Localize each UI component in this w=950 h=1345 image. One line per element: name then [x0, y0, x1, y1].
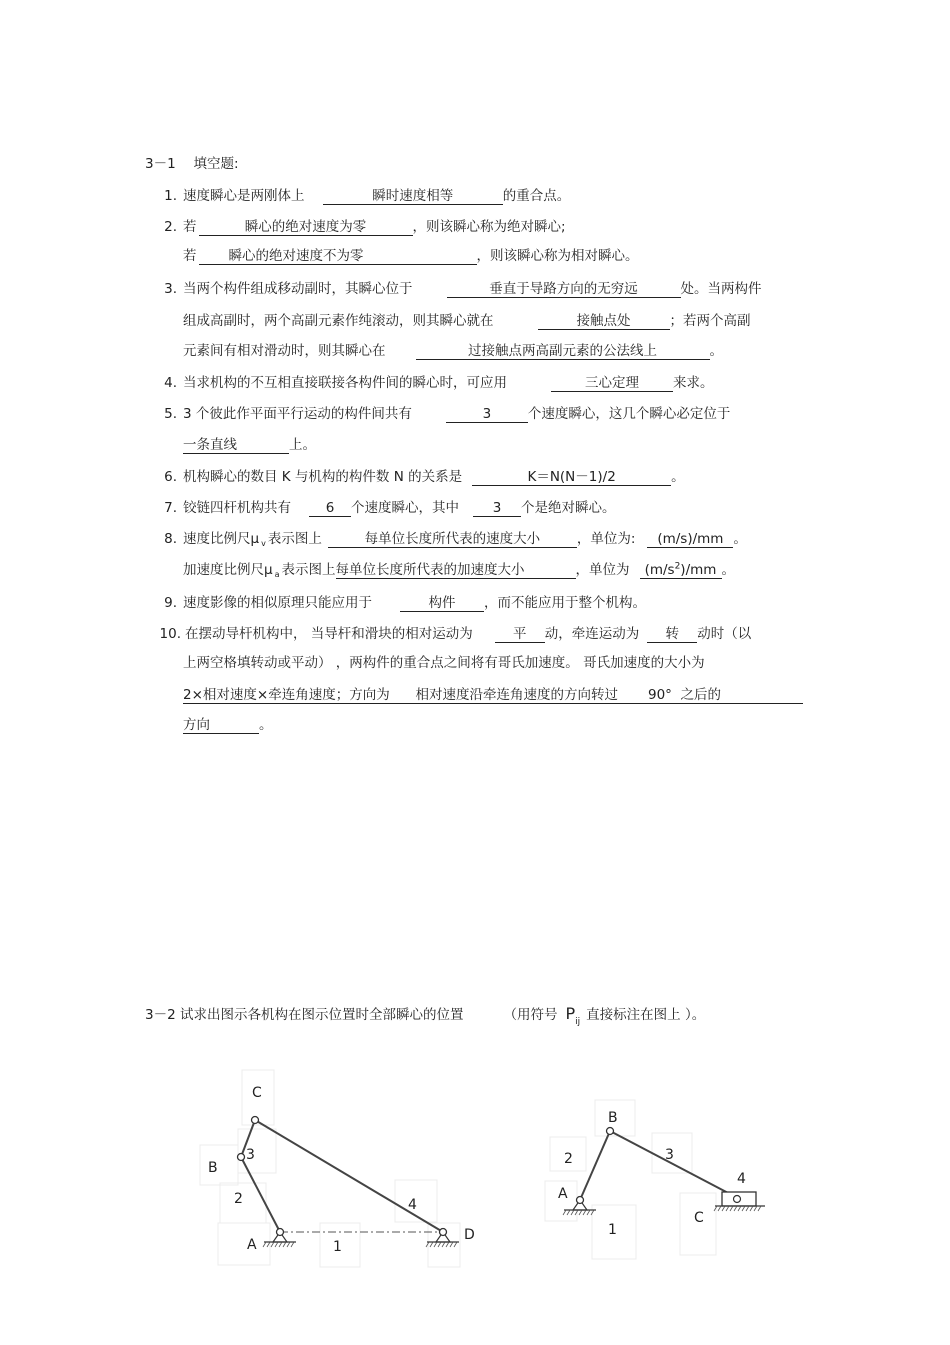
- question-text: 当两个构件组成移动副时，其瞬心位于: [183, 281, 413, 297]
- question-5-line-2: [183, 436, 316, 454]
- answer-blank: 3: [446, 406, 528, 423]
- symbol-P: P: [565, 1004, 576, 1023]
- answer-blank: 每单位长度所代表的速度大小: [328, 531, 577, 548]
- question-text: 的重合点。: [502, 188, 571, 204]
- question-10-line-4: [183, 716, 273, 734]
- question-text: 个速度瞬心，这几个瞬心必定位于: [527, 406, 731, 422]
- question-text: 组成高副时，两个高副元素作纯滚动，则其瞬心就在: [183, 313, 494, 329]
- question-text: 3－2 试求出图示各机构在图示位置时全部瞬心的位置: [145, 1007, 464, 1023]
- label-2: 2: [564, 1151, 573, 1167]
- question-number: 3.: [164, 281, 177, 297]
- question-3-line-3: [183, 342, 723, 360]
- question-number: 2.: [164, 219, 177, 235]
- ground-support-A: [563, 1197, 596, 1216]
- answer-blank: 2×相对速度×牵连角速度；方向为 相对速度沿牵连角速度的方向转过 90° 之后的: [183, 687, 803, 704]
- label-3: 3: [665, 1147, 674, 1163]
- question-text: ，单位为: [575, 562, 630, 578]
- answer-blank: 接触点处: [538, 313, 670, 330]
- question-text: 速度影像的相似原理只能应用于: [183, 595, 372, 611]
- link-4: [255, 1120, 443, 1232]
- subscript: a: [274, 570, 280, 579]
- question-10-line-1: [155, 625, 751, 643]
- question-text: 个速度瞬心，其中: [351, 500, 459, 516]
- question-text: 动时（以: [697, 626, 752, 642]
- label-A: A: [558, 1186, 568, 1202]
- answer-blank: 瞬时速度相等: [323, 188, 503, 205]
- answer-blank: [640, 562, 722, 579]
- question-number: 6.: [164, 469, 177, 485]
- label-C: C: [252, 1085, 262, 1101]
- question-text: ，单位为:: [576, 531, 636, 547]
- link-3: [610, 1131, 732, 1195]
- answer-blank: 垂直于导路方向的无穷远: [447, 281, 681, 298]
- question-text: 3 个彼此作平面平行运动的构件间共有: [183, 406, 412, 422]
- label-B: B: [608, 1110, 618, 1126]
- question-text: 元素间有相对滑动时，则其瞬心在: [183, 343, 386, 359]
- question-3-line-1: [155, 280, 762, 298]
- question-text: 。: [733, 531, 747, 547]
- question-text: 速度比例尺μ: [183, 531, 260, 547]
- label-B: B: [208, 1160, 218, 1176]
- question-number: 8.: [164, 531, 177, 547]
- answer-blank: 瞬心的绝对速度为零: [199, 219, 413, 236]
- question-text: 在摆动导杆机构中， 当导杆和滑块的相对运动为: [185, 626, 473, 642]
- joint-B: [238, 1154, 245, 1161]
- question-text: 。: [709, 343, 723, 359]
- question-text: 当求机构的不互相直接联接各构件间的瞬心时，可应用: [183, 375, 507, 391]
- question-number: 7.: [164, 500, 177, 516]
- question-text: 直接标注在图上 ）。: [586, 1007, 706, 1023]
- question-text: 来求。: [673, 375, 714, 391]
- question-text: 速度瞬心是两刚体上: [183, 188, 305, 204]
- question-text: 动，牵连运动为: [544, 626, 640, 642]
- ground-track-C: [714, 1206, 765, 1211]
- answer-blank: 三心定理: [551, 375, 673, 392]
- question-text: ；若两个高副: [669, 313, 751, 329]
- question-text: （用符号: [503, 1007, 558, 1023]
- question-text: ，则该瞬心称为相对瞬心。: [476, 248, 639, 264]
- question-text: 。: [671, 469, 685, 485]
- question-10-line-2: 上两空格填转动或平动） ，两构件的重合点之间将有哥氏加速度。 哥氏加速度的大小为: [183, 655, 705, 671]
- question-text: 铰链四杆机构共有: [183, 500, 291, 516]
- question-8-line-1: [155, 530, 747, 553]
- question-2-line-1: [155, 218, 566, 236]
- answer-blank: 方向: [183, 717, 259, 734]
- answer-blank: 构件: [400, 595, 484, 612]
- question-text: 处。当两构件: [680, 281, 762, 297]
- question-8-line-2: [183, 561, 735, 584]
- answer-blank: 过接触点两高副元素的公法线上: [416, 343, 710, 360]
- question-6: [155, 468, 685, 486]
- unit-superscript: 2: [674, 561, 681, 572]
- joint-C: [252, 1117, 259, 1124]
- question-number: 5.: [164, 406, 177, 422]
- answer-blank: 平: [495, 626, 545, 643]
- label-1: 1: [608, 1222, 617, 1238]
- ground-support-A: [263, 1229, 296, 1248]
- question-5-line-1: [155, 405, 730, 423]
- question-7: [155, 499, 616, 517]
- question-4: [155, 374, 714, 392]
- link-2: [241, 1157, 280, 1232]
- question-text: 若: [183, 219, 197, 235]
- label-4: 4: [737, 1171, 746, 1187]
- subscript: v: [261, 539, 266, 548]
- question-text: 机构瞬心的数目 K 与机构的构件数 N 的关系是: [183, 469, 463, 485]
- label-1: 1: [333, 1239, 342, 1255]
- symbol-subscript-ij: ij: [575, 1017, 581, 1027]
- question-text: ，则该瞬心称为绝对瞬心;: [412, 219, 566, 235]
- slider-block-4: [722, 1192, 756, 1206]
- unit-text: )/mm: [680, 562, 717, 578]
- figure-four-bar-linkage: [190, 1065, 500, 1275]
- figure-slider-mechanism: [540, 1095, 780, 1265]
- label-D: D: [464, 1227, 475, 1243]
- question-text: 。: [259, 717, 273, 733]
- question-text: ，而不能应用于整个机构。: [484, 595, 646, 611]
- question-10-line-3: [183, 686, 803, 704]
- question-text: 若: [183, 248, 197, 264]
- question-number: 4.: [164, 375, 177, 391]
- question-text: 表示图上: [281, 562, 336, 578]
- question-text: 。: [721, 562, 735, 578]
- question-9: [155, 594, 646, 612]
- section-heading-3-2: [145, 1005, 705, 1031]
- answer-blank: 瞬心的绝对速度不为零: [199, 248, 477, 265]
- joint-B: [607, 1128, 614, 1135]
- question-number: 9.: [164, 595, 177, 611]
- question-text: 上。: [289, 437, 316, 453]
- label-A: A: [247, 1237, 257, 1253]
- unit-text: (m/s: [644, 562, 675, 578]
- label-4: 4: [408, 1197, 417, 1213]
- answer-blank: (m/s)/mm: [647, 531, 733, 548]
- question-number: 1.: [164, 188, 177, 204]
- answer-blank: 转: [647, 626, 697, 643]
- label-C: C: [694, 1210, 704, 1226]
- answer-blank: 一条直线: [183, 437, 289, 454]
- question-1: [155, 187, 570, 205]
- answer-blank: 6: [309, 500, 351, 517]
- question-text: 表示图上: [267, 531, 322, 547]
- question-3-line-2: [183, 312, 751, 330]
- answer-blank: 每单位长度所代表的加速度大小: [336, 562, 576, 579]
- question-number: 10.: [159, 626, 181, 642]
- answer-blank: 3: [473, 500, 521, 517]
- ground-support-D: [426, 1229, 459, 1248]
- question-text: 加速度比例尺μ: [183, 562, 273, 578]
- question-text: 个是绝对瞬心。: [521, 500, 616, 516]
- answer-blank: K＝N(N－1)/2: [472, 469, 671, 486]
- section-heading-3-1: 3－1 填空题:: [145, 156, 239, 172]
- label-3: 3: [246, 1147, 255, 1163]
- question-2-line-2: [183, 247, 639, 265]
- link-2: [580, 1131, 610, 1200]
- label-2: 2: [234, 1191, 243, 1207]
